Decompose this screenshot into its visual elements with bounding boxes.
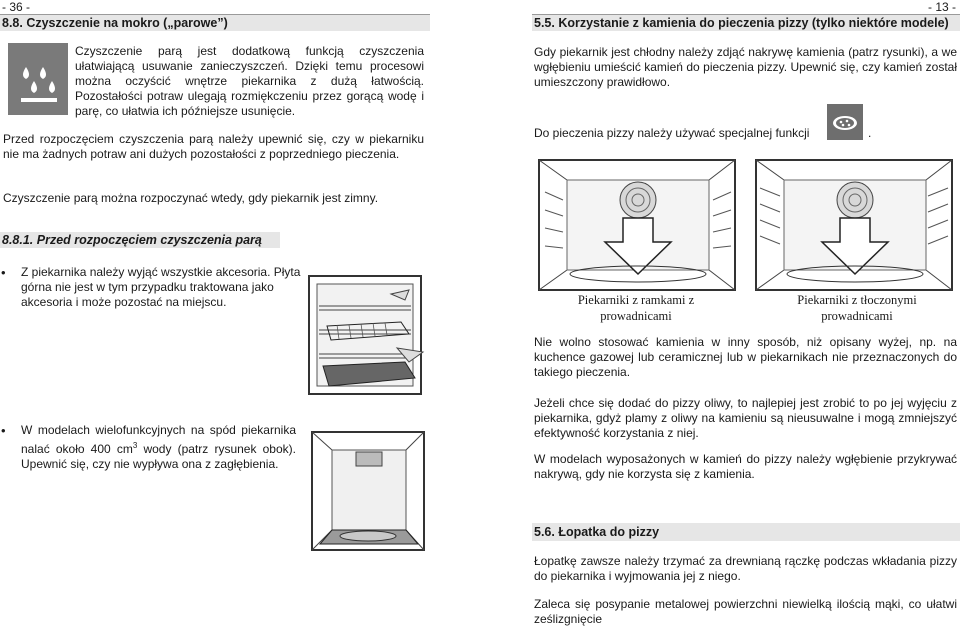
right-paragraph-2-text: Do pieczenia pizzy należy używać specjalnej funkcji xyxy=(534,126,810,140)
left-page-number: - 36 - xyxy=(2,0,31,14)
right-paragraph-3: Nie wolno stosować kamienia w inny sposób, niż opisany wyżej, np. na kuchence gazowej lub ceramicznej lub w piekarnikach nie przeznaczonych do takiego pieczenia. xyxy=(534,335,957,379)
right-subheading xyxy=(532,523,960,541)
left-section-heading-text: 8.8. Czyszczenie na mokro („parowe”) xyxy=(2,16,228,30)
left-paragraph-2: Czyszczenie parą można rozpoczynać wtedy, gdy piekarnik jest zimny. xyxy=(3,191,379,205)
caption-pressed-guides: Piekarniki z tłoczonymi prowadnicami xyxy=(797,293,917,323)
bullet-pour-water xyxy=(21,423,296,472)
oven-racks-illustration xyxy=(305,270,427,405)
right-page-number: - 13 - xyxy=(927,0,956,14)
right-paragraph-2-end: . xyxy=(868,126,872,140)
right-paragraph-2 xyxy=(534,126,957,141)
caption-frame-guides: Piekarniki z ramkami z prowadnicami xyxy=(577,293,695,323)
left-page xyxy=(0,0,430,627)
left-section-heading xyxy=(0,14,430,31)
oven-frame-guides-illustration xyxy=(537,152,737,292)
right-paragraph-1: Gdy piekarnik jest chłodny należy zdjąć nakrywę kamienia (patrz rysunki), a we wgłębieniu umieścić kamień do pieczenia pizzy. Upewnić się, czy kamień został umieszczony prawidłowo. xyxy=(534,45,957,89)
bullet-remove-accessories xyxy=(21,265,301,310)
right-section-heading xyxy=(532,14,960,31)
steam-drops-icon xyxy=(8,43,68,115)
bullet-remove-accessories-text: Z piekarnika należy wyjąć wszystkie akcesoria. Płyta górna nie jest w tym przypadku traktowana jako akcesoria i może pozostać na miejscu. xyxy=(21,265,301,309)
right-paragraph-4: Jeżeli chce się dodać do pizzy oliwy, to najlepiej jest zrobić to po jej wyjęciu z piekarnika, gdyż plamy z oliwy na kamieniu są nieusuwalne i mogą zmniejszyć efektywność korzystania z niej. xyxy=(534,396,957,440)
bullet-pour-water-text-b: wody (patrz rysunek obok). Upewnić się, czy nie wypływa ona z zagłębienia. xyxy=(21,442,296,471)
steam-drops-graphic xyxy=(8,43,68,115)
left-subheading-text: 8.8.1. Przed rozpoczęciem czyszczenia parą xyxy=(2,233,262,247)
left-paragraph-1: Przed rozpoczęciem czyszczenia parą należy upewnić się, czy w piekarniku nie ma żadnych potraw ani dużych pozostałości z poprzedniego pieczenia. xyxy=(3,132,424,161)
right-subheading-text: 5.6. Łopatka do pizzy xyxy=(534,525,660,539)
right-paragraph-5: W modelach wyposażonych w kamień do pizzy należy wgłębienie przykrywać nakrywą, gdy nie korzysta się z kamienia. xyxy=(534,452,957,481)
right-paragraph-7: Zaleca się posypanie metalowej powierzchni niewielką ilością mąki, co ułatwi ześlizgnięcie xyxy=(534,597,957,626)
oven-water-illustration xyxy=(310,430,428,555)
right-paragraph-6: Łopatkę zawsze należy trzymać za drewnianą rączkę podczas wkładania pizzy do piekarnika i wyjmowania jej z niego. xyxy=(534,554,957,583)
bullet-pour-water-superscript: 3 xyxy=(132,441,138,450)
pizza-function-icon xyxy=(827,104,863,140)
left-intro-text: Czyszczenie parą jest dodatkową funkcją czyszczenia ułatwiającą usuwanie zanieczyszczeń. Dzięki temu procesowi można oczyścić wnętrze piekarnika z dużą łatwością. Pozostałości potraw ulegają rozmiękczeniu przez gorącą wodę i parę, co ułatwia ich późniejsze usunięcie. xyxy=(75,44,424,118)
right-section-heading-text: 5.5. Korzystanie z kamienia do pieczenia pizzy (tylko niektóre modele) xyxy=(534,16,949,30)
pizza-function-graphic xyxy=(827,104,863,140)
right-page xyxy=(532,0,960,627)
bullet-pour-water-text-a: W modelach wielofunkcyjnych na spód piekarnika nalać około 400 cm xyxy=(21,423,296,456)
oven-pressed-guides-illustration xyxy=(754,152,954,292)
left-subheading xyxy=(0,232,280,248)
